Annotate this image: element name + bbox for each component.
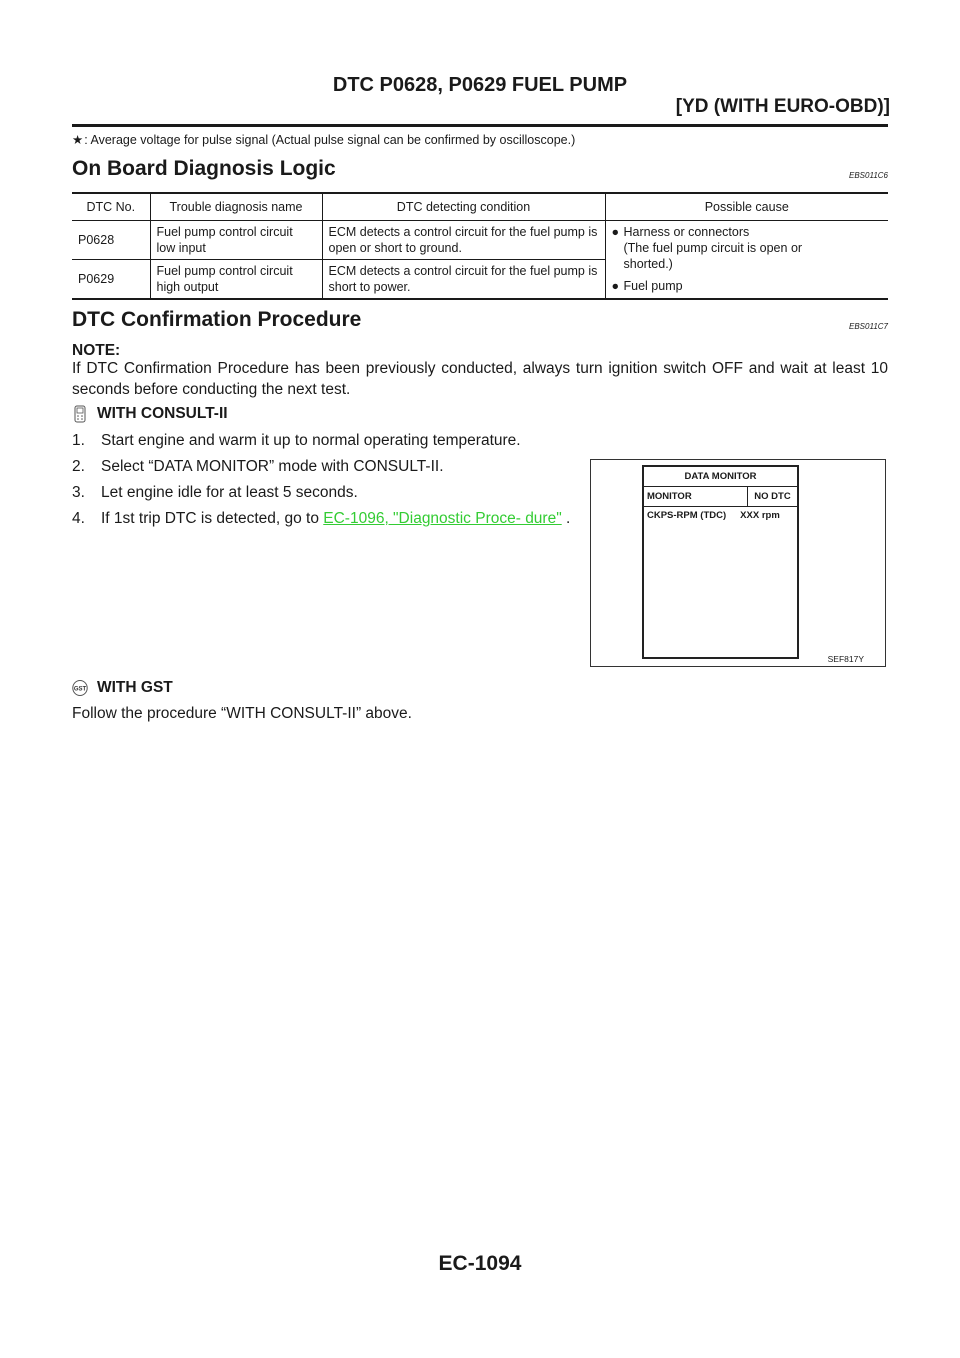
screen-title: DATA MONITOR [644, 467, 797, 487]
gst-heading-text: WITH GST [97, 679, 173, 696]
list-item [612, 224, 883, 272]
diagnosis-logic-table [72, 192, 888, 300]
column-header: DTC No. [72, 193, 150, 221]
section-code-procedure: EBS011C7 [849, 322, 888, 331]
trouble-name-line: low input [156, 241, 206, 255]
column-header: DTC detecting condition [322, 193, 605, 221]
cause-line: Fuel pump [623, 279, 683, 293]
trouble-name-line: Fuel pump control circuit [156, 264, 293, 278]
dtc-number: P0629 [72, 260, 150, 300]
gst-icon [72, 679, 88, 697]
monitor-item: CKPS-RPM (TDC) [647, 510, 727, 521]
column-header: Trouble diagnosis name [150, 193, 322, 221]
footnote [72, 132, 575, 147]
note-text: If DTC Confirmation Procedure has been previously conducted, always turn ignition switch OFF and wait at least 10 seconds before conducting the next test. [72, 360, 888, 398]
svg-text:GST: GST [73, 686, 87, 692]
gst-text: Follow the procedure “WITH CONSULT-II” above. [72, 705, 412, 722]
screen-column-status: NO DTC [754, 491, 791, 502]
list-item [72, 508, 584, 529]
table-header-row [72, 193, 888, 221]
header-rule [72, 124, 888, 127]
consult-heading [72, 403, 228, 424]
note-label: NOTE: [72, 342, 121, 359]
consult-screen [642, 465, 799, 659]
consult-heading-text: WITH CONSULT-II [97, 405, 228, 422]
condition-line: ECM detects a control circuit for the fuel pump is [328, 225, 598, 239]
column-header: Possible cause [605, 193, 888, 221]
step-text: Select “DATA MONITOR” mode with CONSULT-II. [101, 458, 444, 475]
consult-tester-icon [72, 405, 88, 423]
table-row [72, 221, 888, 260]
trouble-name-line: Fuel pump control circuit [156, 225, 293, 239]
list-item [72, 430, 584, 451]
diagnostic-procedure-link[interactable]: EC-1096, "Diagnostic Proce- dure" [323, 510, 562, 527]
section-code-logic: EBS011C6 [849, 171, 888, 180]
star-icon: ★ [72, 133, 84, 147]
cause-line: (The fuel pump circuit is open or [623, 241, 803, 255]
possible-cause [605, 221, 888, 300]
condition-line: short to power. [328, 280, 411, 294]
cause-line: Harness or connectors [623, 225, 750, 239]
trouble-name-line: high output [156, 280, 219, 294]
step-text: Let engine idle for at least 5 seconds. [101, 484, 358, 501]
step-text: If 1st trip DTC is detected, go to [101, 510, 324, 527]
step-number: 3. [72, 484, 85, 501]
detecting-condition [322, 221, 605, 260]
condition-line: open or short to ground. [328, 241, 462, 255]
screen-column-monitor: MONITOR [644, 487, 748, 506]
list-item [72, 482, 584, 503]
trouble-name [150, 221, 322, 260]
monitor-value: XXX rpm [740, 510, 780, 521]
list-item [612, 278, 883, 294]
data-monitor-figure [590, 459, 886, 667]
trouble-name [150, 260, 322, 300]
page-number: EC-1094 [438, 1252, 522, 1275]
dtc-number: P0628 [72, 221, 150, 260]
page-title: DTC P0628, P0629 FUEL PUMP [332, 74, 628, 96]
step-number: 4. [72, 510, 85, 527]
screen-header-row [644, 487, 797, 507]
step-number: 2. [72, 458, 85, 475]
footnote-text: : Average voltage for pulse signal (Actual pulse signal can be confirmed by oscilloscope.) [84, 133, 576, 147]
screen-data-row [644, 507, 797, 524]
list-item [72, 456, 584, 477]
possible-cause-list [612, 224, 883, 294]
condition-line: ECM detects a control circuit for the fuel pump is [328, 264, 598, 278]
page-subtitle: [YD (WITH EURO-OBD)] [675, 96, 890, 117]
bullet-icon: ● [611, 225, 620, 239]
step-number: 1. [72, 432, 85, 449]
cause-line: shorted.) [623, 257, 673, 271]
bullet-icon: ● [611, 279, 620, 293]
figure-caption: SEF817Y [827, 654, 864, 664]
step-text: Start engine and warm it up to normal operating temperature. [101, 432, 521, 449]
detecting-condition [322, 260, 605, 300]
section-heading-procedure: DTC Confirmation Procedure [72, 308, 362, 331]
consult-steps [72, 430, 584, 534]
section-heading-logic: On Board Diagnosis Logic [72, 157, 336, 180]
step-text: . [561, 510, 571, 527]
gst-heading [72, 677, 173, 698]
